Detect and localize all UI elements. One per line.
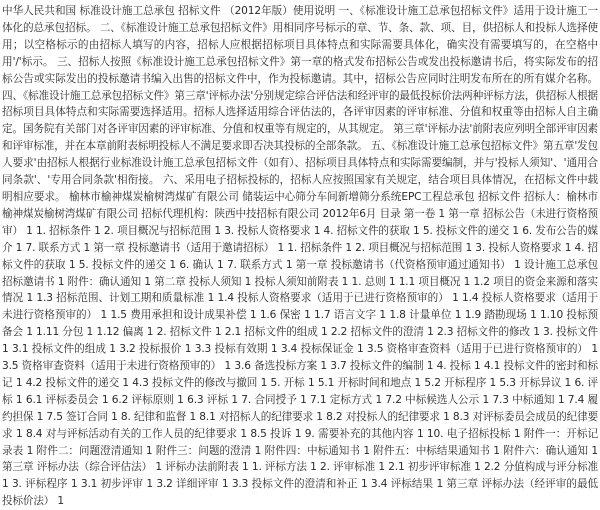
document-body-text: 中华人民共和国 标准设计施工总承包 招标文件 （2012年版）使用说明 一、《标准设计施工总承包招标文件》适用于设计施工一体化的总承包招标。 二、《标准设计施工总承包招标文件》用相同序号标示的章、节、条、款、项、目，供招标人和投标人选择使用；以空格标示的由招标人填写的内容，招标人应根据招标项目具体特点和实际需要具体化，确实没有需要填写的，在空格中用'/'标示。 三、招标人按照《标准设计施工总承包招标文件》第一章的格式发布招标公告或发出投标邀请书后，将实际发布的招标公告或实际发出的投标邀请书编入出售的招标文件中，作为投标邀请。其中，招标公告应同时注明发布所在的所有媒介名称。 四、《标准设计施工总承包招标文件》第三章'评标办法'分别规定综合评估法和经评审的最低投标价法两种评标方法，供招标人根据招标项目具体特点和实际需要选择适用。招标人选择适用综合评估法的，各评审因素的评审标准、分值和权重等由招标人自主确定。国务院有关部门对各评审因素的评审标准、分值和权重等有规定的，从其规定。 第三章'评标办法'前附表应列明全部评审因素和评审标准，并在本章前附表标明投标人不满足要求即否决其投标的全部条款。 五、《标准设计施工总承包招标文件》第五章'发包人要求'由招标人根据行业标准设计施工总承包招标文件（如有）、招标项目具体特点和实际需要编制，并与'投标人须知'、'通用合同条款'、'专用合同条款'相衔接。 六、采用电子招标投标的，招标人应按照国家有关规定，结合项目具体情况，在招标文件中载明相应要求。 榆林市榆神煤炭榆树湾煤矿有限公司 储装运中心筛分车间新增筛分系统EPC工程总承包 招标文件 招标人：榆林市榆神煤炭榆树湾煤矿有限公司 招标代理机构：陕西中技招标有限公司 2012年6月 目录 第一卷 1 第一章 招标公告（未进行资格预审） 1 1. 招标条件 1 2. 项目概况与招标范围 1 3. 投标人资格要求 1 4. 招标文件的获取 1 5. 投标文件的递交 1 6. 发布公告的媒介 1 7. 联系方式 1 第一章 投标邀请书（适用于邀请招标） 1 1. 招标条件 1 2. 项目概况与招标范围 1 3. 投标人资格要求 1 4. 招标文件的获取 1 5. 投标文件的递交 1 6. 确认 1 7. 联系方式 1 第一章 投标邀请书（代资格预审通过通知书） 1 设计施工总承包招标邀请书 1 附件：确认通知 1 第二章 投标人须知 1 投标人须知前附表 1 1. 总则 1 1.1 项目概况 1 1.2 项目的资金来源和落实情况 1 1.3 招标范围、计划工期和质量标准 1 1.4 投标人资格要求（适用于已进行资格预审的） 1 1.4 投标人资格要求（适用于未进行资格预审的） 1 1.5 费用承担和设计成果补偿 1 1.6 保密 1 1.7 语言文字 1 1.8 计量单位 1 1.9 踏勘现场 1 1.10 投标预备会 1 1.11 分包 1 1.12 偏离 1 2. 招标文件 1 2.1 招标文件的组成 1 2.2 招标文件的澄清 1 2.3 招标文件的修改 1 3. 投标文件 1 3.1 投标文件的组成 1 3.2 投标报价 1 3.3 投标有效期 1 3.4 投标保证金 1 3.5 资格审查资料（适用于已进行资格预审的） 1 3.5 资格审查资料（适用于未进行资格预审的） 1 3.6 备选投标方案 1 3.7 投标文件的编制 1 4. 投标 1 4.1 投标文件的密封和标记 1 4.2 投标文件的递交 1 4.3 投标文件的修改与撤回 1 5. 开标 1 5.1 开标时间和地点 1 5.2 开标程序 1 5.3 开标异议 1 6. 评标 1 6.1 评标委员会 1 6.2 评标原则 1 6.3 评标 1 7. 合同授予 1 7.1 定标方式 1 7.2 中标候选人公示 1 7.3 中标通知 1 7.4 履约担保 1 7.5 签订合同 1 8. 纪律和监督 1 8.1 对招标人的纪律要求 1 8.2 对投标人的纪律要求 1 8.3 对评标委员会成员的纪律要求 1 8.4 对与评标活动有关的工作人员的纪律要求 1 8.5 投诉 1 9. 需要补充的其他内容 1 10. 电子招标投标 1 附件一：开标记录表 1 附件二：问题澄清通知 1 附件三：问题的澄清 1 附件四：中标通知书 1 附件五：中标结果通知书 1 附件六：确认通知 1 第三章 评标办法（综合评估法） 1 评标办法前附表 1 1. 评标方法 1 2. 评审标准 1 2.1 初步评审标准 1 2.2 分值构成与评分标准 1 3. 评标程序 1 3.1 初步评审 1 3.2 详细评审 1 3.3 投标文件的澄清和补正 1 3.4 评标结果 1 第三章 评标办法（经评审的最低投标价法） 1 xyxy=(2,5,598,508)
